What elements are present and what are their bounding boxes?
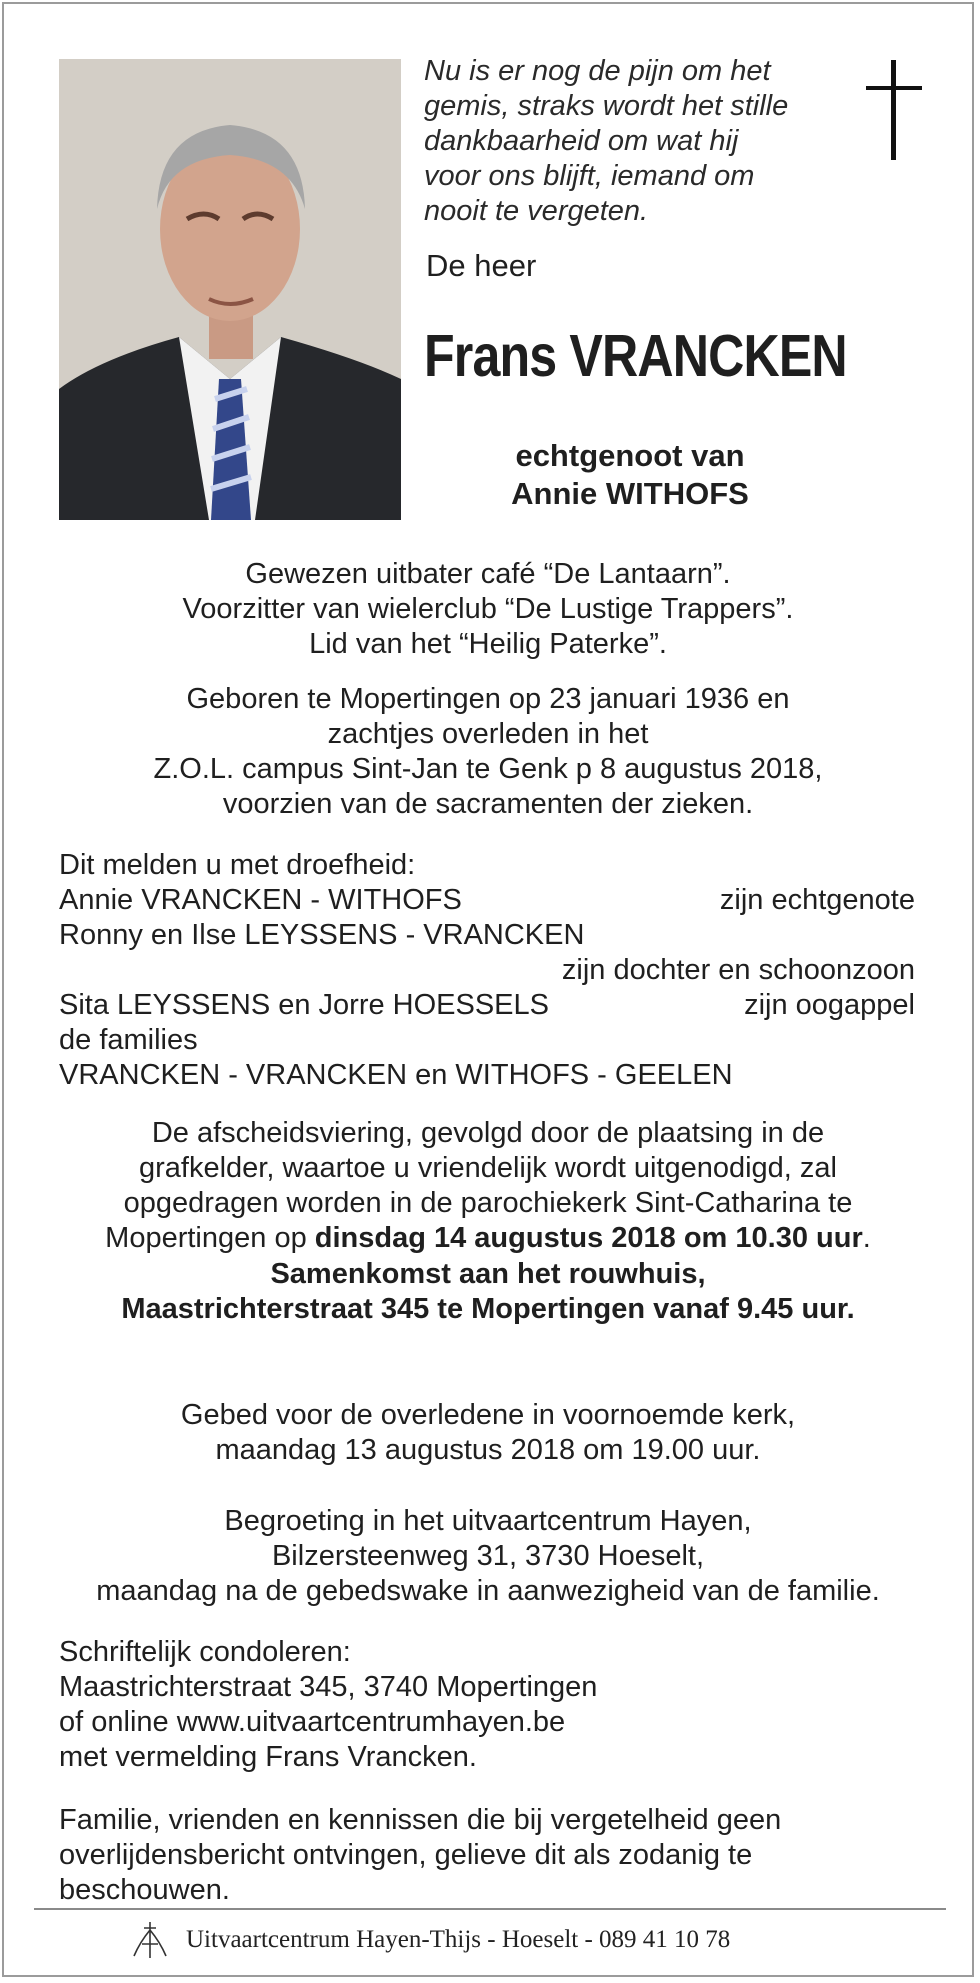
relative-relation: zijn echtgenote	[719, 884, 915, 916]
service-text: .	[862, 1222, 871, 1254]
service-date-time: dinsdag 14 augustus 2018 om 10.30 uur	[314, 1222, 863, 1254]
service-line: De afscheidsviering, gevolgd door de plaatsing in de	[151, 1117, 825, 1149]
relative-row	[59, 883, 915, 918]
gathering-block	[30, 1257, 946, 1327]
poem-line: dankbaarheid om wat hij	[424, 125, 739, 157]
relative-name: Sita LEYSSENS en Jorre HOESSELS	[59, 989, 549, 1021]
prayer-line: maandag 13 augustus 2018 om 19.00 uur.	[215, 1434, 761, 1466]
greeting-line: maandag na de gebedswake in aanwezigheid van de familie.	[96, 1575, 880, 1607]
families-label: de families	[59, 1024, 198, 1056]
birth-line: zachtjes overleden in het	[327, 718, 649, 750]
title-line: Voorzitter van wielerclub “De Lustige Trappers”.	[182, 593, 794, 625]
gathering-line: Samenkomst aan het rouwhuis,	[270, 1258, 706, 1290]
relative-row	[59, 918, 915, 953]
title-line: Gewezen uitbater café “De Lantaarn”.	[245, 558, 731, 590]
titles-block	[30, 557, 946, 662]
spouse-info	[480, 437, 780, 513]
poem-line: nooit te vergeten.	[424, 195, 649, 227]
greeting-line: Bilzersteenweg 31, 3730 Hoeselt,	[271, 1540, 705, 1572]
gathering-line: Maastrichterstraat 345 te Mopertingen vanaf 9.45 uur.	[121, 1293, 855, 1325]
closing-line: beschouwen.	[59, 1874, 230, 1906]
condolence-line: of online www.uitvaartcentrumhayen.be	[59, 1706, 566, 1738]
announcement-block	[59, 848, 915, 1093]
prayer-block	[30, 1398, 946, 1468]
service-line: opgedragen worden in de parochiekerk Sint-Catharina te	[123, 1187, 853, 1219]
poem-line: Nu is er nog de pijn om het	[424, 55, 771, 87]
footer	[130, 1920, 730, 1960]
relative-name: Ronny en Ilse LEYSSENS - VRANCKEN	[59, 919, 585, 951]
footer-divider	[34, 1908, 946, 1910]
condolence-block	[59, 1635, 919, 1775]
funeral-home-logo-icon	[130, 1920, 170, 1960]
service-line: grafkelder, waartoe u vriendelijk wordt uitgenodigd, zal	[138, 1152, 837, 1184]
deceased-name: Frans VRANCKEN	[424, 323, 847, 389]
closing-line: Familie, vrienden en kennissen die bij vergetelheid geen	[59, 1804, 782, 1836]
service-text: Mopertingen op	[105, 1222, 315, 1254]
service-line	[30, 1221, 946, 1256]
birth-line: Z.O.L. campus Sint-Jan te Genk p 8 augustus 2018,	[153, 753, 823, 785]
relative-relation: zijn oogappel	[744, 989, 915, 1021]
closing-block	[59, 1803, 919, 1908]
spouse-label: echtgenoot van	[515, 438, 745, 473]
closing-line: overlijdensbericht ontvingen, gelieve dit als zodanig te	[59, 1839, 753, 1871]
families-names: VRANCKEN - VRANCKEN en WITHOFS - GEELEN	[59, 1059, 733, 1091]
relative-row	[59, 988, 915, 1023]
spouse-name: Annie WITHOFS	[511, 476, 749, 511]
relative-row	[59, 953, 915, 988]
prayer-line: Gebed voor de overledene in voornoemde kerk,	[180, 1399, 796, 1431]
relative-name: Annie VRANCKEN - WITHOFS	[59, 884, 462, 916]
greeting-line: Begroeting in het uitvaartcentrum Hayen,	[224, 1505, 752, 1537]
funeral-service-block	[30, 1116, 946, 1256]
greeting-block	[30, 1504, 946, 1609]
title-line: Lid van het “Heilig Paterke”.	[309, 628, 667, 660]
condolence-line: Schriftelijk condoleren:	[59, 1636, 351, 1668]
portrait-photo	[59, 59, 401, 520]
birth-line: Geboren te Mopertingen op 23 januari 1936 en	[186, 683, 790, 715]
birth-death-block	[30, 682, 946, 822]
announcement-intro: Dit melden u met droefheid:	[59, 849, 416, 881]
cross-icon	[866, 60, 922, 160]
footer-contact: Uitvaartcentrum Hayen-Thijs - Hoeselt - 089 41 10 78	[186, 1926, 731, 1953]
relative-relation: zijn dochter en schoonzoon	[561, 954, 915, 986]
salutation: De heer	[426, 248, 537, 283]
condolence-line: met vermelding Frans Vrancken.	[59, 1741, 477, 1773]
poem-line: gemis, straks wordt het stille	[424, 90, 789, 122]
memorial-poem	[424, 54, 824, 229]
poem-line: voor ons blijft, iemand om	[424, 160, 755, 192]
birth-line: voorzien van de sacramenten der zieken.	[222, 788, 754, 820]
condolence-line: Maastrichterstraat 345, 3740 Mopertingen	[59, 1671, 598, 1703]
